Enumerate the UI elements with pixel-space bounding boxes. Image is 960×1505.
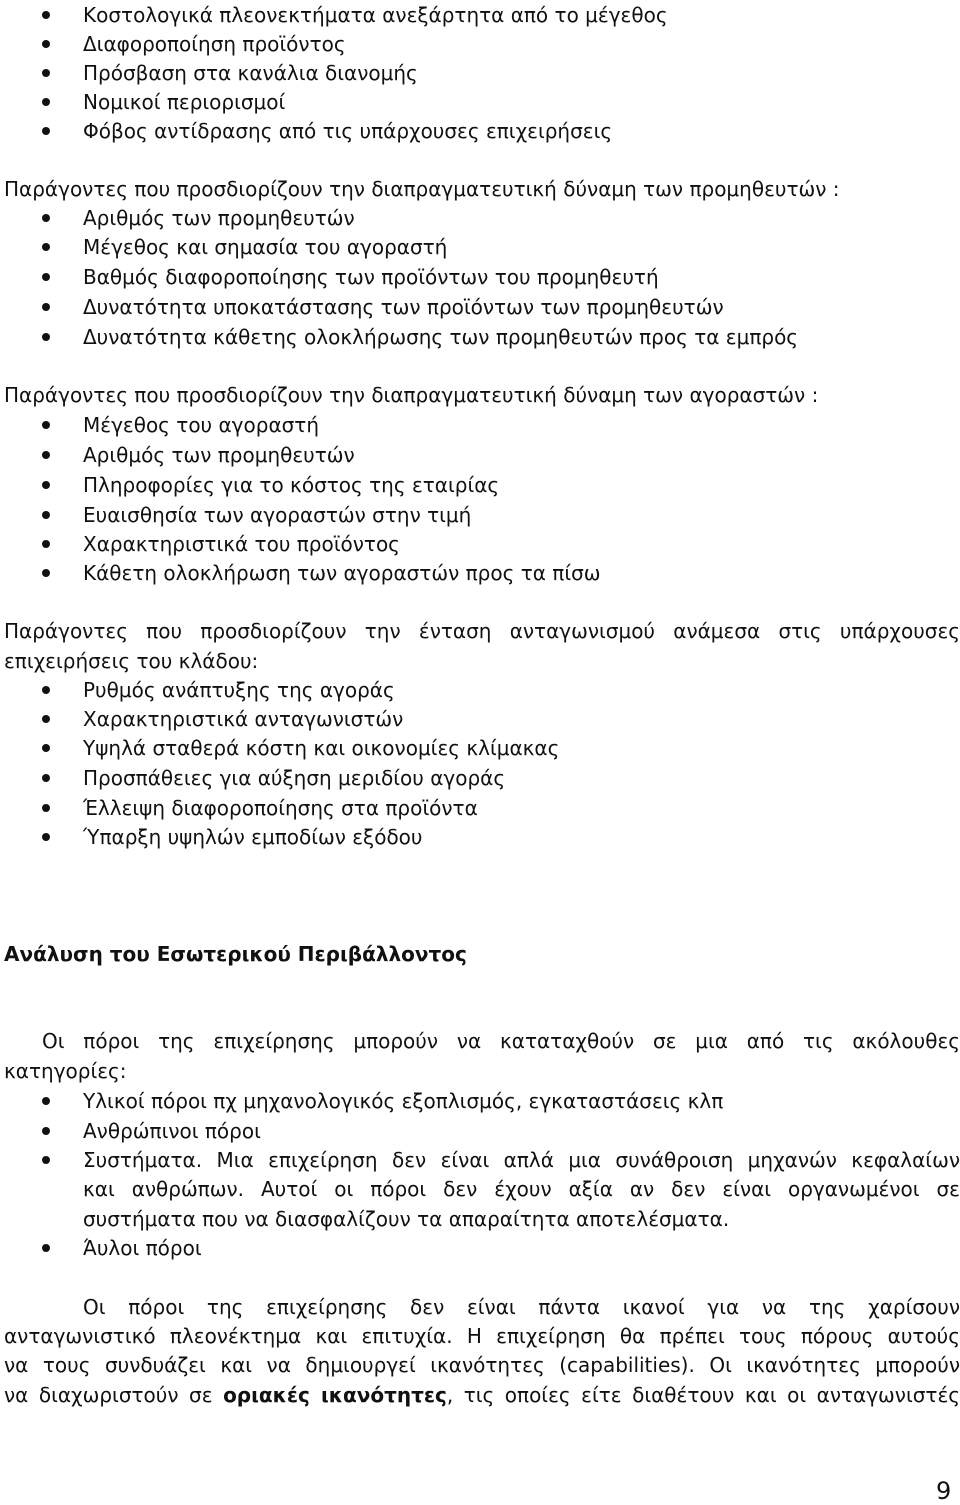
bullet-icon: [42, 214, 50, 222]
bullet-icon: [42, 540, 50, 548]
bullet-icon: [42, 98, 50, 106]
list-item: Άυλοι πόροι: [0, 1233, 960, 1263]
list-item: Δυνατότητα κάθετης ολοκλήρωσης των προμηθευτών προς τα εμπρός: [0, 322, 960, 352]
list-item: Υλικοί πόροι πχ μηχανολογικός εξοπλισμός, εγκαταστάσεις κλπ: [0, 1086, 960, 1116]
bullet-icon: [42, 481, 50, 489]
bullet-icon: [42, 833, 50, 841]
section-title: Ανάλυση του Εσωτερικού Περιβάλλοντος: [4, 942, 467, 966]
bullet-icon: [42, 686, 50, 694]
rivalry-heading-line: Παράγοντες που προσδιορίζουν την ένταση ανταγωνισμού ανάμεσα στις υπάρχουσες: [4, 619, 960, 643]
list-item: Έλλειψη διαφοροποίησης στα προϊόντα: [0, 793, 960, 823]
list-item: Ρυθμός ανάπτυξης της αγοράς: [0, 675, 960, 705]
list-item: Βαθμός διαφοροποίησης των προϊόντων του προμηθευτή: [0, 262, 960, 292]
list-item: Μέγεθος του αγοραστή: [0, 410, 960, 440]
list-item: Φόβος αντίδρασης από τις υπάρχουσες επιχειρήσεις: [0, 116, 960, 146]
list-item: Ανθρώπινοι πόροι: [0, 1116, 960, 1146]
bullet-icon: [42, 569, 50, 577]
paragraph-line: ανταγωνιστικό πλεονέκτημα και επιτυχία. Η επιχείρηση θα πρέπει τους πόρους αυτούς: [4, 1324, 960, 1348]
list-item: Ύπαρξη υψηλών εμποδίων εξόδου: [0, 822, 960, 852]
list-item: Πληροφορίες για το κόστος της εταιρίας: [0, 470, 960, 500]
bullet-icon: [42, 127, 50, 135]
list-item: Κοστολογικά πλεονεκτήματα ανεξάρτητα από το μέγεθος: [0, 0, 960, 30]
bullet-icon: [42, 1156, 50, 1164]
bullet-icon: [42, 69, 50, 77]
resources-intro-line: κατηγορίες:: [4, 1059, 127, 1083]
bullet-icon: [42, 273, 50, 281]
resources-intro-line: Οι πόροι της επιχείρησης μπορούν να καταταχθούν σε μια από τις ακόλουθες: [42, 1029, 960, 1053]
bullet-icon: [42, 511, 50, 519]
bold-term: οριακές ικανότητες: [223, 1383, 447, 1407]
paragraph-line: Οι πόροι της επιχείρησης δεν είναι πάντα ικανοί για να της χαρίσουν: [83, 1295, 960, 1319]
bullet-icon: [42, 243, 50, 251]
suppliers-heading: Παράγοντες που προσδιορίζουν την διαπραγματευτική δύναμη των προμηθευτών :: [4, 177, 840, 201]
systems-line: και ανθρώπων. Αυτοί οι πόροι δεν έχουν αξία αν δεν είναι οργανωμένοι σε: [83, 1177, 960, 1201]
list-item: Μέγεθος και σημασία του αγοραστή: [0, 232, 960, 262]
list-item: Δυνατότητα υποκατάστασης των προϊόντων των προμηθευτών: [0, 292, 960, 322]
systems-line: Συστήματα. Μια επιχείρηση δεν είναι απλά μια συνάθροιση μηχανών κεφαλαίων: [83, 1148, 960, 1172]
list-item: Διαφοροποίηση προϊόντος: [0, 29, 960, 59]
paragraph-line: να διαχωριστούν σε οριακές ικανότητες, τις οποίες είτε διαθέτουν και οι ανταγωνιστές: [4, 1383, 960, 1407]
bullet-icon: [42, 744, 50, 752]
bullet-icon: [42, 774, 50, 782]
paragraph-line: να τους συνδυάζει και να δημιουργεί ικανότητες (capabilities). Οι ικανότητες μπορούν: [4, 1353, 960, 1377]
list-item: Αριθμός των προμηθευτών: [0, 440, 960, 470]
list-item: Προσπάθειες για αύξηση μεριδίου αγοράς: [0, 763, 960, 793]
bullet-icon: [42, 1127, 50, 1135]
list-item: Χαρακτηριστικά του προϊόντος: [0, 529, 960, 559]
bullet-icon: [42, 421, 50, 429]
list-item: Κάθετη ολοκλήρωση των αγοραστών προς τα πίσω: [0, 558, 960, 588]
bullet-icon: [42, 804, 50, 812]
list-item: Πρόσβαση στα κανάλια διανομής: [0, 58, 960, 88]
bullet-icon: [42, 451, 50, 459]
list-item: Νομικοί περιορισμοί: [0, 87, 960, 117]
list-item: Ευαισθησία των αγοραστών στην τιμή: [0, 500, 960, 530]
page-number: 9: [936, 1477, 952, 1505]
bullet-icon: [42, 1244, 50, 1252]
bullet-icon: [42, 303, 50, 311]
bullet-icon: [42, 11, 50, 19]
systems-line: συστήματα που να διασφαλίζουν τα απαραίτητα αποτελέσματα.: [83, 1207, 730, 1231]
bullet-icon: [42, 333, 50, 341]
list-item: Αριθμός των προμηθευτών: [0, 203, 960, 233]
list-item: Χαρακτηριστικά ανταγωνιστών: [0, 704, 960, 734]
buyers-heading: Παράγοντες που προσδιορίζουν την διαπραγματευτική δύναμη των αγοραστών :: [4, 383, 819, 407]
list-item: Υψηλά σταθερά κόστη και οικονομίες κλίμακας: [0, 733, 960, 763]
bullet-icon: [42, 40, 50, 48]
bullet-icon: [42, 1097, 50, 1105]
rivalry-heading-line: επιχειρήσεις του κλάδου:: [4, 649, 259, 673]
bullet-icon: [42, 715, 50, 723]
